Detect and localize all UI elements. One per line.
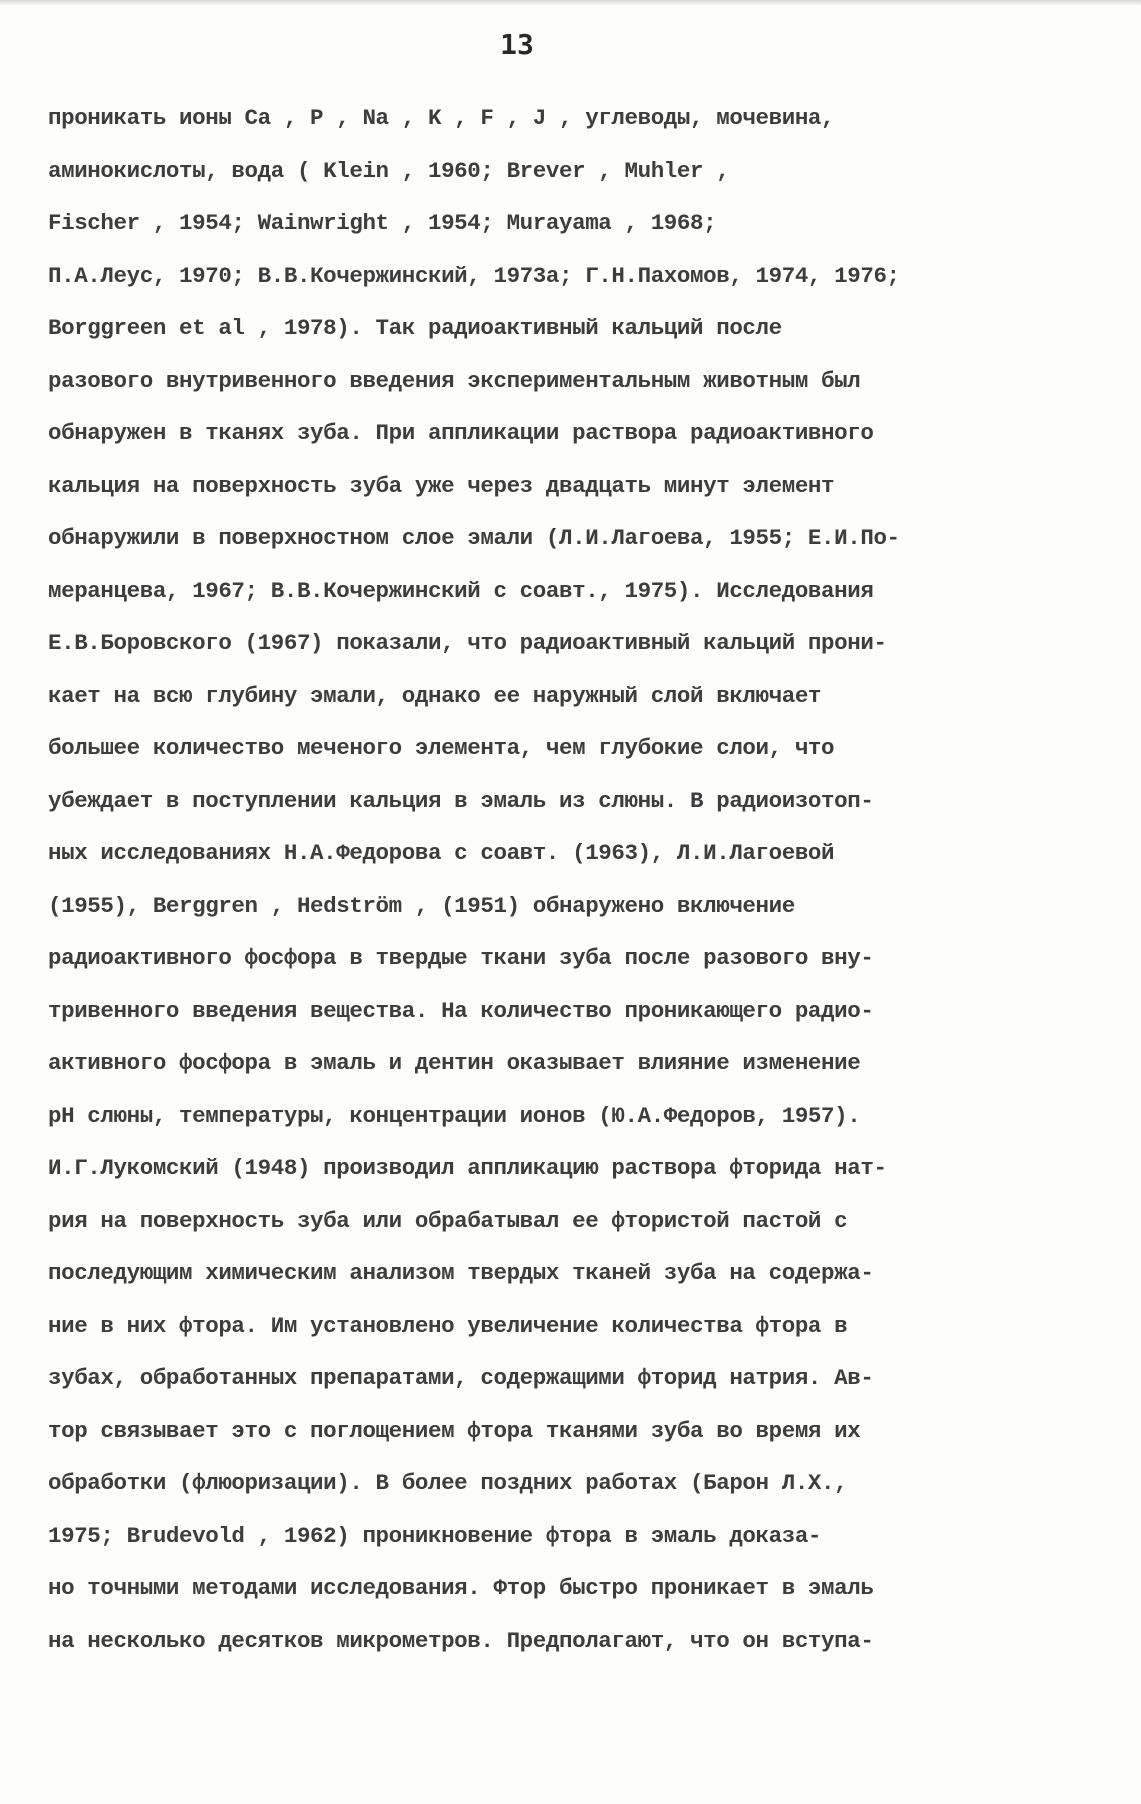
text-line: кальция на поверхность зуба уже через двадцать минут элемент xyxy=(48,472,835,499)
text-line: аминокислоты, вода ( Klein , 1960; Brever , Muhler , xyxy=(48,157,730,184)
text-line: (1955), Berggren , Hedström , (1951) обнаружено включение xyxy=(48,892,795,919)
text-line: ных исследованиях Н.А.Федорова с соавт. (1963), Л.И.Лагоевой xyxy=(48,840,835,866)
text-line: но точными методами исследования. Фтор быстро проникает в эмаль xyxy=(48,1575,874,1601)
page-number: 13 xyxy=(500,28,534,61)
text-line: обнаружили в поверхностном слое эмали (Л.И.Лагоева, 1955; Е.И.По- xyxy=(48,525,900,551)
text-line: зубах, обработанных препаратами, содержащими фторид натрия. Ав- xyxy=(48,1365,874,1391)
text-line: обнаружен в тканях зуба. При аппликации раствора радиоактивного xyxy=(48,420,874,446)
text-line: радиоактивного фосфора в твердые ткани зуба после разового вну- xyxy=(48,945,874,971)
body-text xyxy=(48,92,1088,1667)
text-line: Borggreen et al , 1978). Так радиоактивный кальций после xyxy=(48,315,782,341)
text-line: П.А.Леус, 1970; В.В.Кочержинский, 1973а; Г.Н.Пахомов, 1974, 1976; xyxy=(48,262,900,289)
text-line: тор связывает это с поглощением фтора тканями зуба во время их xyxy=(48,1417,861,1444)
text-line: Е.В.Боровского (1967) показали, что радиоактивный кальций прони- xyxy=(48,630,887,656)
text-line: проникать ионы Ca , P , Na , K , F , J , углеводы, мочевина, xyxy=(48,105,835,131)
text-line: кает на всю глубину эмали, однако ее наружный слой включает xyxy=(48,682,822,709)
text-line: последующим химическим анализом твердых тканей зуба на содержа- xyxy=(48,1260,874,1286)
text-line: убеждает в поступлении кальция в эмаль из слюны. В радиоизотоп- xyxy=(48,787,874,814)
text-line: И.Г.Лукомский (1948) производил аппликацию раствора фторида нат- xyxy=(48,1155,887,1181)
text-line: на несколько десятков микрометров. Предполагают, что он вступа- xyxy=(48,1627,874,1654)
scan-edge xyxy=(0,0,1141,6)
text-line: pH слюны, температуры, концентрации ионов (Ю.А.Федоров, 1957). xyxy=(48,1102,861,1129)
text-line: меранцева, 1967; В.В.Кочержинский с соавт., 1975). Исследования xyxy=(48,577,874,604)
text-line: ние в них фтора. Им установлено увеличение количества фтора в xyxy=(48,1312,848,1339)
text-line: рия на поверхность зуба или обрабатывал ее фтористой пастой с xyxy=(48,1207,848,1234)
text-line: 1975; Brudevold , 1962) проникновение фтора в эмаль доказа- xyxy=(48,1522,822,1549)
text-line: обработки (флюоризации). В более поздних работах (Барон Л.Х., xyxy=(48,1470,848,1496)
text-line: Fischer , 1954; Wainwright , 1954; Murayama , 1968; xyxy=(48,210,717,236)
text-line: разового внутривенного введения экспериментальным животным был xyxy=(48,367,861,394)
text-line: активного фосфора в эмаль и дентин оказывает влияние изменение xyxy=(48,1050,861,1076)
text-line: большее количество меченого элемента, чем глубокие слои, что xyxy=(48,735,835,761)
text-line: тривенного введения вещества. На количество проникающего радио- xyxy=(48,997,874,1024)
